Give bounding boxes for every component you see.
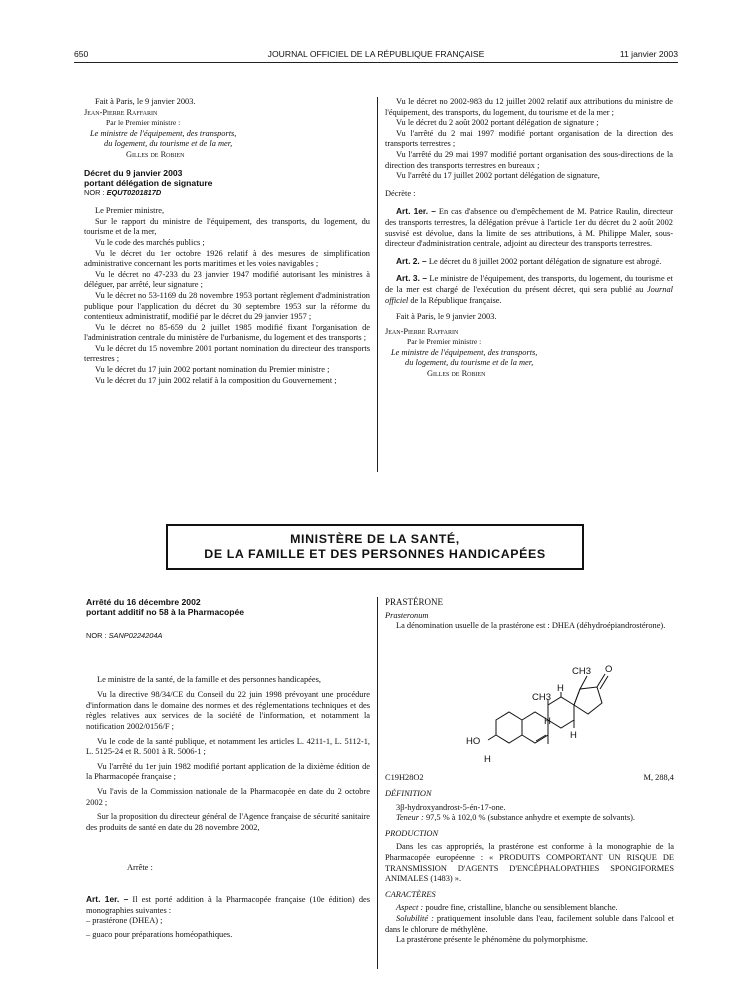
ho-label: HO (466, 736, 481, 747)
methyl-bond-top (580, 676, 587, 689)
nor-reference (84, 188, 370, 199)
list-item: – prastérone (DHEA) ; (86, 916, 163, 926)
signatory: Jean-Pierre Raffarin (84, 107, 158, 117)
visa-paragraph: Vu le code des marchés publics ; (95, 237, 205, 247)
decrete: Décrète : (385, 188, 416, 198)
visa-paragraph: Vu l'arrêté du 2 mai 1997 modifié portant organisation de la direction des transports terrestres ; (385, 128, 673, 149)
visa-paragraph: Vu le décret no 85-659 du 2 juillet 1985 modifié fixant l'organisation de l'administration centrale du ministère de l'urbanisme, du logement et des transports ; (84, 322, 370, 343)
visa-paragraph: Vu le décret du 17 juin 2002 portant nomination du Premier ministre ; (95, 365, 330, 375)
h-label: H (484, 754, 491, 765)
methyl-bond (574, 689, 580, 705)
double-bond (536, 735, 546, 741)
arrete-title-2: portant additif no 58 à la Pharmacopée (86, 607, 245, 617)
article-1 (385, 206, 673, 249)
visa-paragraph: Vu la directive 98/34/CE du Conseil du 22 juin 1998 prévoyant une procédure d'information dans le domaine des normes et des réglementations techniques et des règles relatives aux services de la société de l'information, et notamment la notification 2002/0156/F ; (86, 690, 370, 731)
ho-bond (488, 735, 496, 740)
aspect (385, 903, 674, 914)
column-divider (377, 97, 378, 472)
minister-line-1: Le ministre de l'équipement, des transports, (391, 347, 538, 357)
ch3-top-label: CH3 (572, 666, 592, 677)
visa-paragraph: Vu le décret du 15 novembre 2001 portant nomination du directeur des transports terrestres ; (84, 343, 370, 364)
issue-date: 11 janvier 2003 (619, 49, 678, 59)
fait-line: Fait à Paris, le 9 janvier 2003. (95, 97, 196, 106)
nor-reference (86, 631, 370, 642)
ring-c (548, 697, 574, 728)
minister-line-1: Le ministre de l'équipement, des transports, (90, 128, 237, 138)
visa-paragraph: Vu l'avis de la Commission nationale de la Pharmacopée en date du 2 octobre 2002 ; (86, 786, 370, 807)
decree-title-2: portant délégation de signature (84, 177, 213, 188)
article-1-text: En cas d'absence ou d'empêchement de M. Patrice Raulin, directeur des transports terrestres, la délégation prévue à l'article 1er du décret du 2 août 2002 susvisé est dévolue, dans la limite de ses attributions, à M. Philippe Maler, sous-directeur d'administration centrale, adjoint au directeur des transports terrestres. (385, 207, 673, 249)
molecular-formula: C19H28O2 (385, 773, 424, 782)
solubilite-label: Solubilité : (396, 913, 434, 923)
arrete: Arrête : (127, 863, 153, 873)
article-3-text: Le ministre de l'équipement, des transports, du logement, du tourisme et de la mer est chargé de l'exécution du présent décret, qui sera publié au (385, 274, 673, 294)
production-text: Dans les cas appropriés, la prastérone est conforme à la monographie de la Pharmacopée européenne : « PRODUITS COMPORTANT UN RISQUE DE TRANSMISSION D'AGENTS D'ENCÉPHALOPATHIES SPONGIFORMES ANIMALES (1483) ». (385, 842, 674, 884)
decree-title-1: Décret du 9 janvier 2003 (84, 167, 183, 178)
visa-paragraph: Vu le décret no 47-233 du 23 janvier 1947 modifié autorisant les ministres à déléguer, par arrêté, leur signature ; (84, 269, 370, 290)
visa-paragraph: Vu le code de la santé publique, et notamment les articles L. 4211-1, L. 5112-1, L. 5125-24 et R. 5001 à R. 5006-1 ; (86, 736, 370, 757)
visa-paragraph: Vu l'arrêté du 29 mai 1997 modifié portant organisation des sous-directions de la direction des transports terrestres en bureaux ; (385, 149, 673, 170)
production-heading: PRODUCTION (385, 828, 439, 838)
column-divider (377, 597, 378, 969)
top-right-column (385, 97, 673, 380)
visa-paragraph: Sur le rapport du ministre de l'équipement, des transports, du logement, du tourisme et de la mer, (84, 216, 370, 237)
visa-paragraph: Vu le décret du 1er octobre 1926 relatif à des mesures de simplification administrative concernant les ports maritimes et les voies navigables ; (84, 248, 370, 269)
article-2-text: Le décret du 8 juillet 2002 portant délégation de signature est abrogé. (426, 256, 662, 266)
article-3-text-end: de la République française. (408, 295, 502, 305)
nor-code: SANP0224204A (108, 631, 163, 640)
article-2 (385, 256, 673, 268)
minister-name: Gilles de Robien (126, 149, 185, 159)
par-premier-ministre: Par le Premier ministre : (106, 118, 181, 128)
par-premier-ministre: Par le Premier ministre : (407, 337, 482, 347)
journal-title: JOURNAL OFFICIEL DE LA RÉPUBLIQUE FRANÇAISE (267, 49, 485, 59)
teneur (385, 813, 674, 824)
solubilite-text: pratiquement insoluble dans l'eau, facilement soluble dans l'alcool et dans le chlorure de méthylène. (385, 913, 674, 934)
visa-paragraph: Vu le décret no 53-1169 du 28 novembre 1953 portant règlement d'administration publique pour l'application du décret du 30 septembre 1953 sur la réforme du contentieux administratif, modifié par le décret du 29 janvier 1957 ; (84, 290, 370, 322)
article-1 (86, 894, 370, 916)
ring-d (574, 687, 602, 714)
definition-heading: DÉFINITION (385, 789, 432, 798)
definition-text: 3β-hydroxyandrost-5-én-17-one. (396, 802, 506, 812)
molecular-mass: M, 288,4 (643, 773, 674, 782)
visa-paragraph: Sur la proposition du directeur général de l'Agence française de sécurité sanitaire des produits de santé en date du 28 novembre 2002, (86, 812, 370, 832)
journal-officiel: Journal officiel (385, 284, 673, 305)
top-left-column (84, 97, 370, 386)
solubilite (385, 914, 674, 935)
monograph-title: PRASTÉRONE (385, 597, 444, 607)
h-label: H (557, 683, 564, 694)
ministry-line-2: DE LA FAMILLE ET DES PERSONNES HANDICAPÉES (204, 547, 546, 561)
h-label: H (544, 716, 551, 727)
article-2-label: Art. 2. – (396, 255, 427, 266)
premier-ministre: Le Premier ministre, (95, 206, 165, 216)
page-number: 650 (74, 49, 89, 59)
aspect-text: poudre fine, cristalline, blanche ou sensiblement blanche. (423, 903, 618, 913)
polymorphism-text: La prastérone présente le phénomène du polymorphisme. (396, 935, 588, 945)
latin-name: Prasteronum (385, 610, 429, 620)
minister-name: Gilles de Robien (427, 369, 486, 379)
article-3-label: Art. 3. – (396, 273, 428, 284)
header-rule (74, 62, 678, 63)
ring-a (496, 712, 522, 743)
h-label: H (570, 730, 577, 741)
fait-line: Fait à Paris, le 9 janvier 2003. (396, 312, 497, 322)
carbonyl-bond (600, 676, 608, 689)
visa-paragraph: Le ministre de la santé, de la famille et des personnes handicapées, (97, 674, 321, 684)
visa-paragraph: Vu le décret du 2 août 2002 portant délégation de signature ; (396, 118, 599, 128)
prasterone-structure (462, 658, 668, 766)
denomination: La dénomination usuelle de la prastérone est : DHEA (déhydroépiandrostérone). (396, 621, 666, 631)
teneur-label: Teneur : (396, 813, 424, 823)
aspect-label: Aspect : (396, 903, 424, 913)
visa-paragraph: Vu l'arrêté du 17 juillet 2002 portant délégation de signature, (396, 171, 600, 181)
nor-label: NOR : (84, 187, 107, 197)
monograph-body (385, 773, 674, 946)
oxygen-label: O (605, 664, 613, 675)
visa-paragraph: Vu le décret du 17 juin 2002 relatif à la composition du Gouvernement ; (95, 375, 337, 385)
article-1-label: Art. 1er. – (396, 206, 436, 217)
arrete-title-1: Arrêté du 16 décembre 2002 (86, 597, 201, 607)
article-3 (385, 273, 673, 306)
minister-line-2: du logement, du tourisme et de la mer, (104, 139, 233, 149)
signatory: Jean-Pierre Raffarin (385, 326, 459, 336)
ch3-mid-label: CH3 (532, 692, 552, 703)
bottom-left-column (86, 597, 370, 940)
list-item: – guaco pour préparations homéopathiques. (86, 929, 233, 939)
nor-label: NOR : (86, 631, 109, 640)
ministry-banner (166, 524, 584, 570)
nor-code: EQUT0201817D (106, 187, 162, 197)
ministry-line-1: MINISTÈRE DE LA SANTÉ, (290, 532, 460, 546)
visa-paragraph: Vu le décret no 2002-983 du 12 juillet 2002 relatif aux attributions du ministre de l'équipement, des transports, du logement, du tourisme et de la mer ; (385, 97, 673, 117)
caracteres-heading: CARACTÈRES (385, 889, 436, 899)
minister-line-2: du logement, du tourisme et de la mer, (405, 358, 534, 368)
article-1-label: Art. 1er. – (86, 893, 129, 904)
article-1-text: Il est porté addition à la Pharmacopée française (10e édition) des monographies suivantes : (86, 894, 370, 915)
page-header (74, 49, 678, 61)
teneur-text: 97,5 % à 102,0 % (substance anhydre et exempte de solvants). (423, 813, 636, 823)
bottom-right-column (385, 597, 674, 632)
carbonyl-bond (597, 674, 605, 687)
visa-paragraph: Vu l'arrêté du 1er juin 1982 modifié portant application de la dixième édition de la Pharmacopée française ; (86, 761, 370, 782)
